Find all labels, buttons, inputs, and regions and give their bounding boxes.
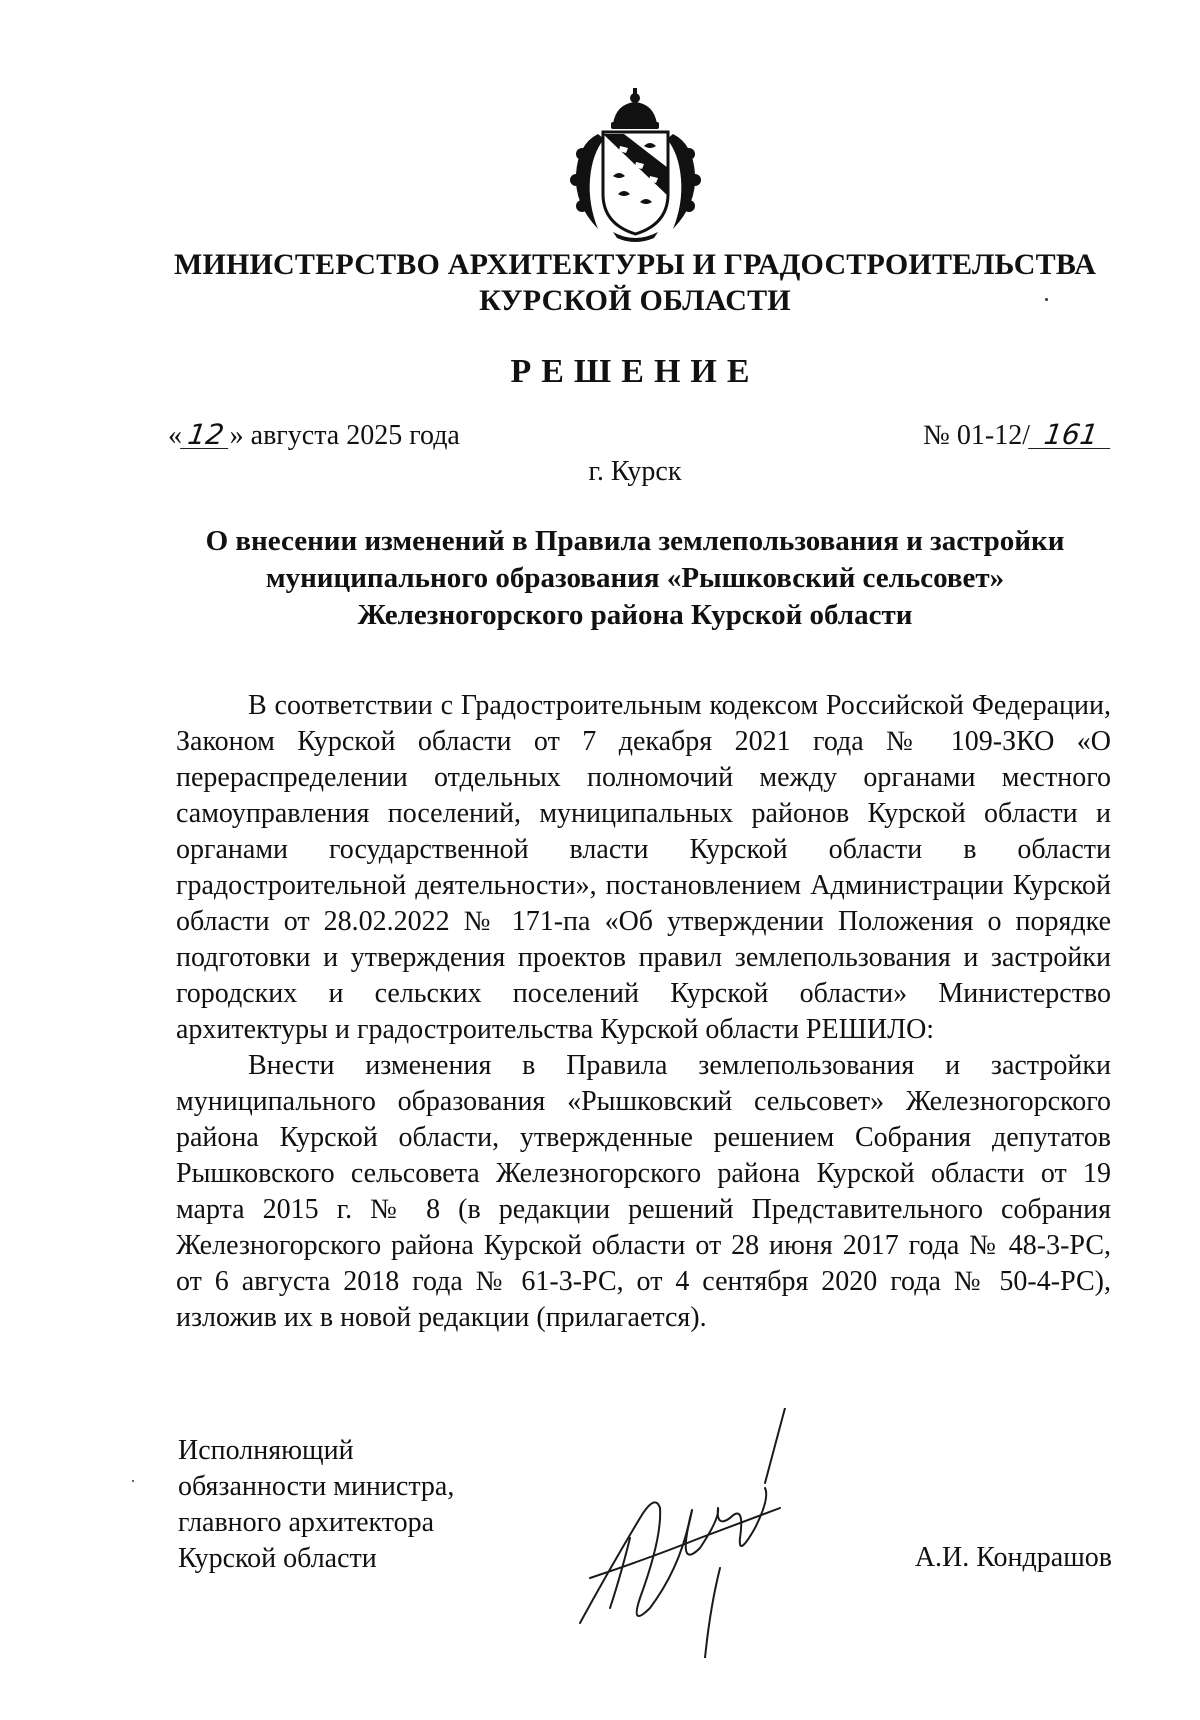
document-body [176,688,1111,1336]
document-number [923,420,1112,452]
signatory-title-line2: обязанности министра, [178,1471,455,1502]
subject-line1: О внесении изменений в Правила землепользования и застройки [205,525,1065,557]
body-paragraph-2: Внести изменения в Правила землепользования и застройки муниципального образования «Рышковский сельсовет» Железногорского района Курской области, утвержденные решением Собрания депутатов Рышковского сельсовета Железногорского района Курской области от 19 марта 2015 г. № 8 (в редакции решений Представительного собрания Железногорского района Курской области от 28 июня 2017 года № 48-3-РС, от 6 августа 2018 года № 61-3-РС, от 4 сентября 2020 года № 50-4-РС), изложив их в новой редакции (прилагается). [176,1050,1111,1333]
handwritten-signature [570,1408,820,1658]
date-open-quote: « [168,420,182,451]
body-paragraph-1: В соответствии с Градостроительным кодексом Российской Федерации, Законом Курской области от 7 декабря 2021 года № 109-ЗКО «О перераспределении отдельных полномочий между органами местного самоуправления поселений, муниципальных районов Курской области и органами государственной власти Курской области в области градостроительной деятельности», постановлением Администрации Курской области от 28.02.2022 № 171-па «Об утверждении Положения о порядке подготовки и утверждения проектов правил землепользования и застройки городских и сельских поселений Курской области» Министерство архитектуры и градостроительства Курской области РЕШИЛО: [176,690,1111,1045]
number-handwritten: 161 [1028,422,1114,449]
signatory-title-line1: Исполняющий [178,1435,354,1466]
signatory-title-line4: Курской области [178,1543,377,1574]
scan-speck [132,1480,134,1482]
document-date [168,420,460,452]
document-subject [150,523,1120,634]
signatory-name: А.И. Кондрашов [914,1542,1112,1573]
date-day-handwritten: 12 [180,422,231,449]
signatory-title [178,1433,454,1577]
subject-line3: Железногорского района Курской области [357,599,913,631]
organization-name-line2: КУРСКОЙ ОБЛАСТИ [479,284,791,317]
document-type-title: РЕШЕНИЕ [510,353,760,390]
organization-name-line1: МИНИСТЕРСТВО АРХИТЕКТУРЫ И ГРАДОСТРОИТЕЛЬСТВА [173,248,1097,281]
signatory-title-line3: главного архитектора [178,1507,435,1538]
date-rest: » августа 2025 года [229,420,460,451]
number-prefix: № 01-12/ [923,420,1030,451]
document-city: г. Курск [588,456,682,487]
scan-speck [1045,298,1048,301]
coat-of-arms-emblem [558,84,713,244]
subject-line2: муниципального образования «Рышковский сельсовет» [265,562,1005,594]
